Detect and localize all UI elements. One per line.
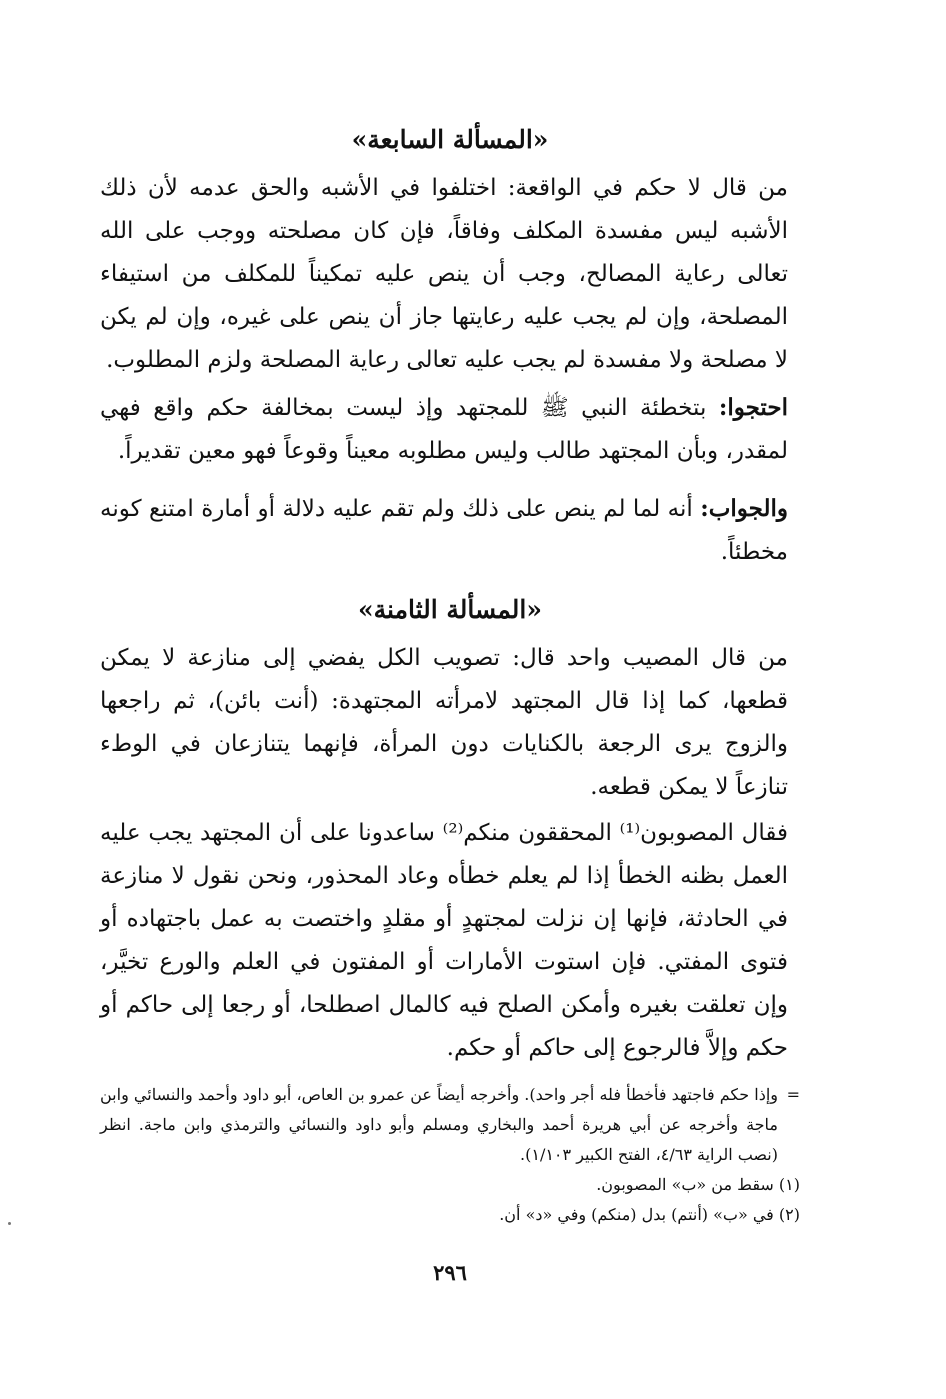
section-title-eighth: «المسألة الثامنة» [358,595,542,624]
footnotes [100,1080,800,1230]
footnote-continuation [100,1080,800,1170]
paragraph-seventh-intro: من قال لا حكم في الواقعة: اختلفوا في الأشبه والحق عدمه لأن ذلك الأشبه ليس مفسدة المكلف وفاقاً، فإن كان مصلحته ووجب على الله تعالى رعاية المصالح، وجب أن ينص عليه تمكيناً للمكلف من استيفاء المصلحة، وإن لم يجب عليه رعايتها جاز أن ينص على غيره، وإن لم يكن لا مصلحة ولا مفسدة لم يجب عليه تعالى رعاية المصلحة ولزم المطلوب. [100,175,788,373]
continuation-marker: = [786,1085,800,1104]
scan-speck [8,1222,11,1225]
paragraph-correctors: فقال المصوبون⁽¹⁾ المحققون منكم⁽²⁾ ساعدونا على أن المجتهد يجب عليه العمل بظنه الخطأ إذا لم يعلم خطأه وعاد المحذور، ونحن نقول لا منازعة في الحادثة، فإنها إن نزلت لمجتهدٍ أو مقلدٍ واختصت به عمل باجتهاده أو فتوى المفتي. فإن استوت الأمارات أو المفتون في العلم والورع تخيَّر، وإن تعلقت بغيره وأمكن الصلح فيه كالمال اصطلحا، أو رجعا إلى حاكم أو حكم وإلاَّ فالرجوع إلى حاكم أو حكم. [100,820,788,1061]
footnote-1: (١) سقط من «ب» المصوبون. [596,1175,800,1194]
arguments-lead: احتجوا: [718,394,788,421]
paragraph-eighth-intro: من قال المصيب واحد قال: تصويب الكل يفضي إلى منازعة لا يمكن قطعها، كما إذا قال المجتهد لامرأته المجتهدة: (أنت بائن)، ثم راجعها والزوج يرى الرجعة بالكنايات دون المرأة، فإنهما يتنازعان في الوطء تنازعاً لا يمكن قطعه. [100,645,788,800]
paragraph-arguments [100,386,788,473]
footnote-continuation-text: وإذا حكم فاجتهد فأخطأ فله أجر واحد). وأخرجه أيضاً عن عمرو بن العاص، أبو داود وأحمد والنسائي وابن ماجة وأخرجه عن أبي هريرة أحمد والبخاري ومسلم وأبو داود والنسائي والترمذي وابن ماجة. انظر (نصب الراية ٤/٦٣، الفتح الكبير ١/١٠٣). [100,1085,778,1164]
answer-lead: والجواب: [700,495,788,522]
section-title-seventh: «المسألة السابعة» [351,125,549,154]
book-page [100,0,800,1399]
page-number: ٢٩٦ [433,1260,467,1285]
arguments-text: بتخطئة النبي ﷺ للمجتهد وإذ ليست بمخالفة حكم واقع فهي لمقدر، وبأن المجتهد طالب وليس مطلوبه معيناً وقوعاً فهو معين تقديراً. [100,395,788,464]
footnote-2: (٢) في «ب» (أنتم) بدل (منكم) وفي «د» أن. [499,1205,800,1224]
answer-text: أنه لما لم ينص على ذلك ولم تقم عليه دلالة أو أمارة امتنع كونه مخطئاً. [100,496,788,565]
paragraph-answer [100,487,788,574]
